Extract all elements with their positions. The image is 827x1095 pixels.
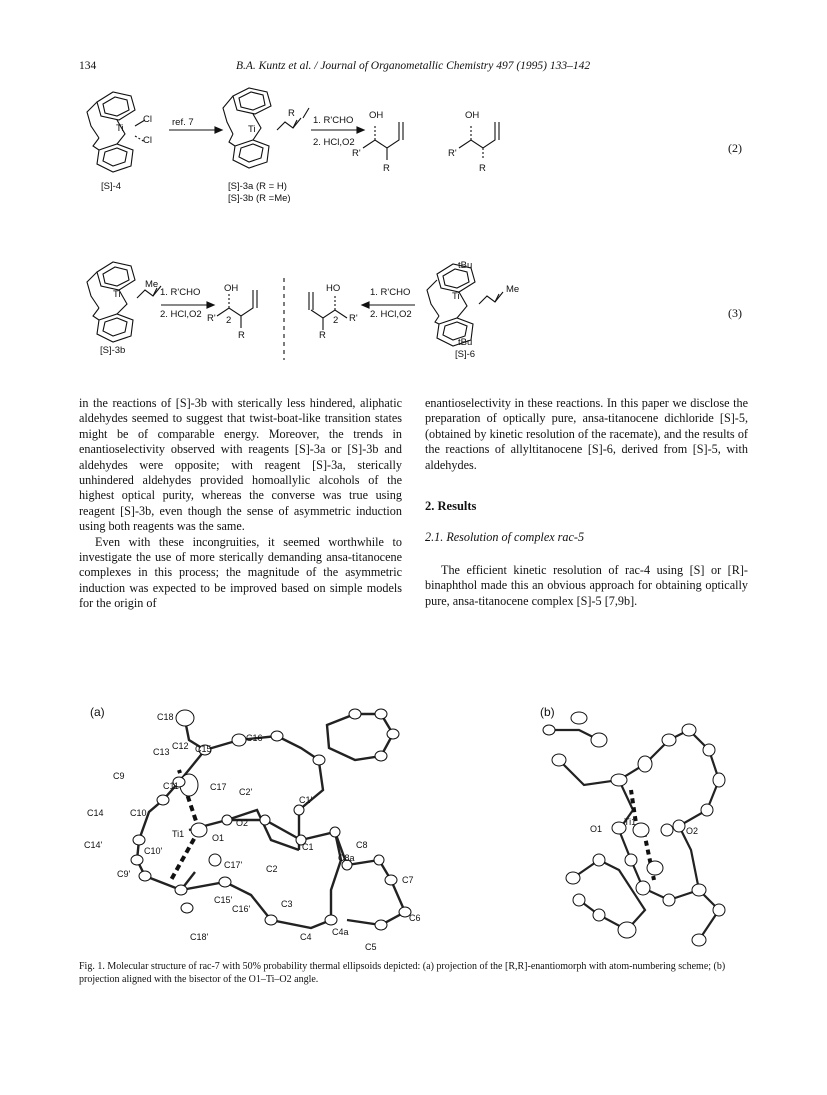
atom-label: C18 [157,712,174,722]
atom-label: C13 [153,747,170,757]
scheme3-tbu-2: tBu [458,337,473,348]
atom-label: C2 [266,864,278,874]
figure-panel-b-label: (b) [540,705,555,719]
atom-label: C16' [232,904,251,914]
atom-label: C3 [281,899,293,909]
scheme3-tbu-1: tBu [458,260,473,271]
atom-label: C2' [239,787,253,797]
atom-label: C9 [113,771,125,781]
atom-label: C15' [214,895,233,905]
compound-s3a-label: [S]-3a (R = H) [228,181,287,192]
atom-label: C1' [299,795,313,805]
right-paragraph-1: enantioselectivity in these reactions. In this paper we disclose the preparation of optically pure, ansa-titanocene dichloride [S]-5, (obtained by kinetic resolution of the racemate), and the results of the reactions of allyltitanocene [S]-6, derived from [S]-5, with aldehydes. [425,396,748,472]
atom-label: C8a [338,853,355,863]
atom-label: C17 [210,782,227,792]
scheme2-cl-1: Cl [143,114,152,125]
compound-s4-label: [S]-4 [101,181,122,192]
scheme2-cl-2: Cl [143,135,152,146]
section-heading: 2. Results [425,499,477,514]
scheme-2-drawing [79,80,759,220]
figure-caption: Fig. 1. Molecular structure of rac-7 with 50% probability thermal ellipsoids depicted: (a) projection of the [R,R]-enantiomorph with atom-numbering scheme; (b) projection aligned with the bisector of the O1–Ti–O2 angle. [79,961,726,985]
atom-label: O2 [236,818,249,828]
scheme2-r-1: R [288,108,295,119]
atom-label: C7 [402,875,414,885]
scheme3-rprime-1: R' [207,313,216,324]
scheme2-rprime-2: R' [448,148,457,159]
scheme3-ho: HO [326,283,341,294]
atom-label: Ti1 [172,829,185,839]
left-column [79,396,402,612]
scheme2-rprime-1: R' [352,148,361,159]
scheme2-oh-2: OH [465,110,480,121]
right-column [425,396,748,609]
scheme3-r-1: R [238,330,245,341]
scheme2-ti-2: Ti [248,124,256,135]
compound-s3b-label-2: [S]-3b [100,345,126,356]
atom-label: C12 [172,741,189,751]
scheme3-step1-left: 1. R'CHO [160,287,201,298]
atom-label: C9' [117,869,131,879]
left-paragraph-1: in the reactions of [S]-3b with sterically less hindered, aliphatic aldehydes seemed to suggest that twist-boat-like transition states might be of comparable energy. Moreover, the trends in enantioselectivity observed with reagents [S]-3a or [S]-3b and aldehydes were opposite; with reagent [S]-3a, sterically unhindered aldehydes provided homoallylic alcohols of the highest optical purity, whereas the converse was true using reagent [S]-3b, even though the sense of asymmetric induction using both reagents was the same. [79,396,402,534]
scheme2-r-2: R [383,163,390,174]
equation-number-3: (3) [728,306,742,320]
scheme2-arrow1-label: ref. 7 [172,117,194,128]
atom-label: C16 [246,733,263,743]
atom-label: C10 [130,808,147,818]
scheme3-ti-1: Ti [113,289,121,300]
scheme3-step2-left: 2. HCl,O2 [160,309,202,320]
left-paragraph-2: Even with these incongruities, it seemed worthwhile to investigate the use of more sterically demanding ansa-titanocene complexes in this process; the magnitude of the asymmetric induction was expected to be improved based on simple models for the origin of [79,534,402,611]
figure-panel-a-label: (a) [90,705,105,719]
scheme3-rprime-2: R' [349,313,358,324]
scheme-3-drawing [79,250,759,360]
atom-label: C4 [300,932,312,942]
scheme3-r-2: R [319,330,326,341]
scheme3-me-2: Me [506,284,520,295]
scheme2-ti-1: Ti [116,123,124,134]
scheme3-step1-right: 1. R'CHO [370,287,411,298]
page-number: 134 [79,60,97,72]
right-paragraph-2: The efficient kinetic resolution of rac-4 using [S] or [R]-binaphthol made this an obvious approach for obtaining optically pure, ansa-titanocene complex [S]-5 [7,9b]. [425,562,748,608]
scheme2-r-3: R [479,163,486,174]
compound-s3b-label: [S]-3b (R =Me) [228,193,291,204]
scheme2-oh-1: OH [369,110,384,121]
atom-label: C11 [163,781,179,791]
scheme3-oh: OH [224,283,239,294]
atom-label: O1 [212,833,225,843]
atom-label: C5 [365,942,377,952]
scheme3-step2-right: 2. HCl,O2 [370,309,412,320]
atom-label: O1 [590,824,603,834]
scheme3-ti-2: Ti [452,291,460,302]
scheme3-me-1: Me [145,279,159,290]
atom-label: C15 [195,744,212,754]
scheme3-c2-1: 2 [226,315,232,326]
running-head: B.A. Kuntz et al. / Journal of Organometallic Chemistry 497 (1995) 133–142 [236,60,591,72]
atom-label: C17' [224,860,243,870]
atom-label: C8 [356,840,368,850]
equation-number-2: (2) [728,141,742,155]
atom-label: C10' [144,846,163,856]
subsection-heading: 2.1. Resolution of complex rac-5 [425,530,585,545]
scheme3-c2-2: 2 [333,315,339,326]
scheme2-step2: 2. HCl,O2 [313,137,355,148]
atom-label: C14 [87,808,104,818]
scheme2-step1: 1. R'CHO [313,115,354,126]
atom-label: C14' [84,840,103,850]
atom-label: C18' [190,932,209,942]
atom-label: O2 [686,826,699,836]
atom-label: C1 [302,842,314,852]
atom-label: C4a [332,927,349,937]
compound-s6-label: [S]-6 [455,349,476,360]
atom-label: C6 [409,913,421,923]
atom-label: Ti1 [624,817,637,827]
